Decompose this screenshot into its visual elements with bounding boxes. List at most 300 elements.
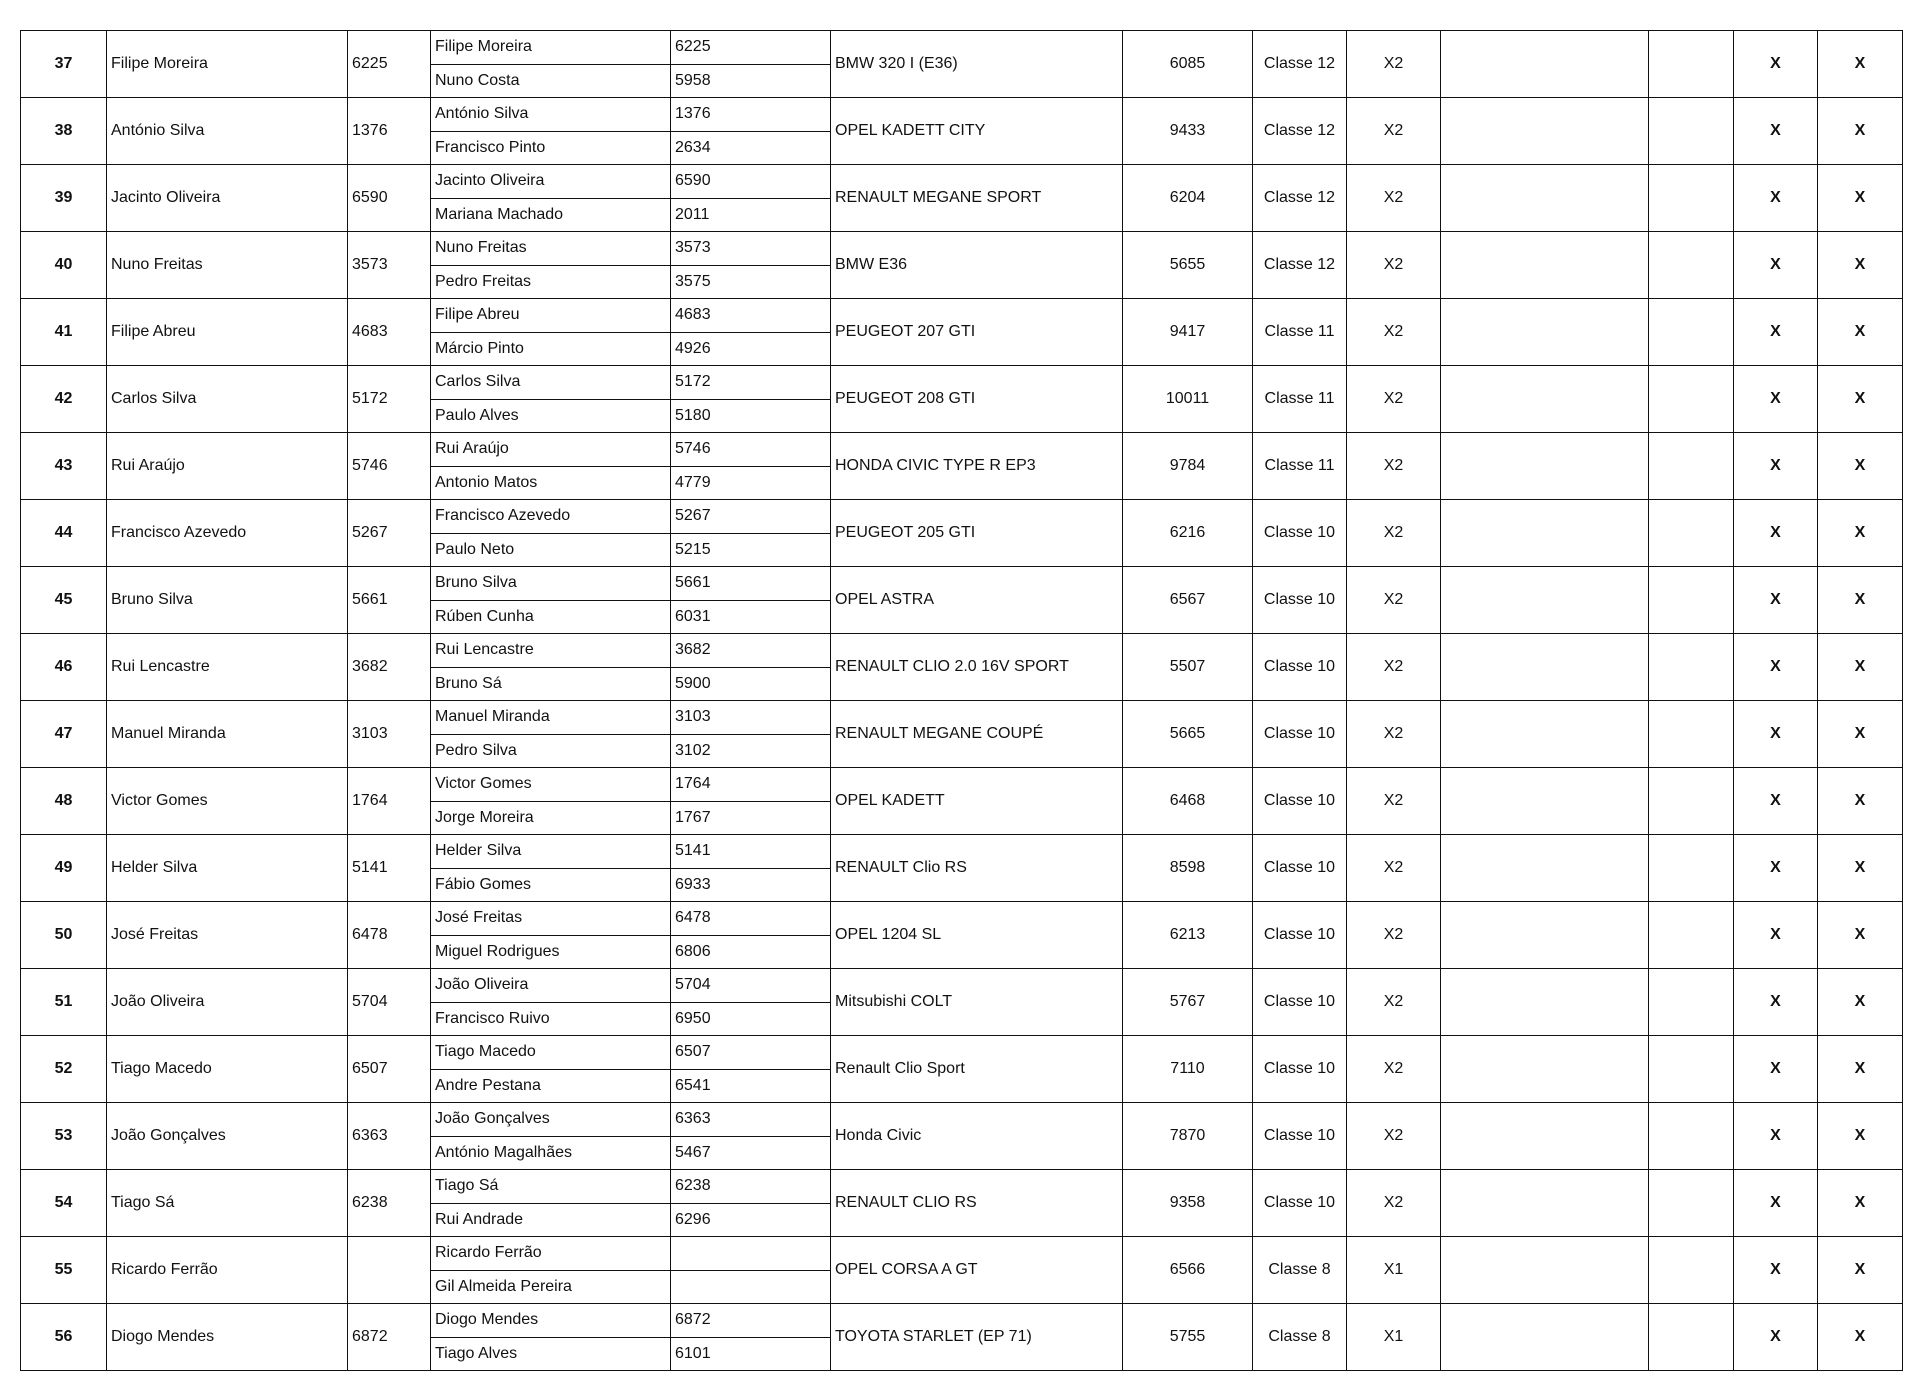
table-row xyxy=(21,835,1903,869)
car-class: Classe 12 xyxy=(1253,31,1347,98)
entry-number: 56 xyxy=(21,1304,107,1371)
entrant-license: 6478 xyxy=(348,902,431,969)
co-driver-license: 5958 xyxy=(671,64,831,98)
empty-cell xyxy=(1441,366,1649,433)
car-model: OPEL 1204 SL xyxy=(831,902,1123,969)
driver-name: Bruno Silva xyxy=(431,567,671,601)
entrant-license: 5172 xyxy=(348,366,431,433)
co-driver-license: 6950 xyxy=(671,1002,831,1036)
co-driver-name: Paulo Neto xyxy=(431,533,671,567)
empty-cell xyxy=(1441,969,1649,1036)
check-mark-1: X xyxy=(1734,31,1818,98)
driver-name: Tiago Macedo xyxy=(431,1036,671,1070)
driver-license: 5661 xyxy=(671,567,831,601)
check-mark-1: X xyxy=(1734,433,1818,500)
co-driver-license: 4926 xyxy=(671,332,831,366)
check-mark-1: X xyxy=(1734,1103,1818,1170)
driver-license xyxy=(671,1237,831,1271)
car-model: RENAULT MEGANE COUPÉ xyxy=(831,701,1123,768)
driver-name: Manuel Miranda xyxy=(431,701,671,735)
empty-cell xyxy=(1441,1036,1649,1103)
table-row xyxy=(21,1237,1903,1271)
car-model: Honda Civic xyxy=(831,1103,1123,1170)
driver-license: 1764 xyxy=(671,768,831,802)
car-class: Classe 8 xyxy=(1253,1304,1347,1371)
entrant-name: Bruno Silva xyxy=(107,567,348,634)
empty-cell xyxy=(1649,634,1734,701)
car-model: OPEL ASTRA xyxy=(831,567,1123,634)
entrant-license: 3103 xyxy=(348,701,431,768)
entry-number: 55 xyxy=(21,1237,107,1304)
empty-cell xyxy=(1649,567,1734,634)
entry-number: 48 xyxy=(21,768,107,835)
check-mark-1: X xyxy=(1734,701,1818,768)
driver-license: 4683 xyxy=(671,299,831,333)
entrant-license: 6363 xyxy=(348,1103,431,1170)
entry-number: 41 xyxy=(21,299,107,366)
car-value: 8598 xyxy=(1123,835,1253,902)
car-class: Classe 10 xyxy=(1253,567,1347,634)
check-mark-2: X xyxy=(1818,701,1903,768)
driver-license: 6872 xyxy=(671,1304,831,1338)
entrant-license: 6872 xyxy=(348,1304,431,1371)
driver-name: Tiago Sá xyxy=(431,1170,671,1204)
empty-cell xyxy=(1441,98,1649,165)
table-row xyxy=(21,500,1903,534)
car-value: 5655 xyxy=(1123,232,1253,299)
car-model: BMW E36 xyxy=(831,232,1123,299)
co-driver-name: Francisco Pinto xyxy=(431,131,671,165)
empty-cell xyxy=(1649,1103,1734,1170)
check-mark-1: X xyxy=(1734,98,1818,165)
empty-cell xyxy=(1441,165,1649,232)
check-mark-1: X xyxy=(1734,299,1818,366)
car-group: X2 xyxy=(1347,31,1441,98)
empty-cell xyxy=(1441,1103,1649,1170)
empty-cell xyxy=(1441,1237,1649,1304)
car-value: 5767 xyxy=(1123,969,1253,1036)
car-class: Classe 12 xyxy=(1253,98,1347,165)
car-class: Classe 10 xyxy=(1253,902,1347,969)
entrant-name: João Gonçalves xyxy=(107,1103,348,1170)
table-row xyxy=(21,366,1903,400)
co-driver-name: António Magalhães xyxy=(431,1136,671,1170)
car-class: Classe 12 xyxy=(1253,165,1347,232)
empty-cell xyxy=(1649,500,1734,567)
car-model: TOYOTA STARLET (EP 71) xyxy=(831,1304,1123,1371)
co-driver-name: Paulo Alves xyxy=(431,399,671,433)
empty-cell xyxy=(1649,232,1734,299)
car-class: Classe 10 xyxy=(1253,1036,1347,1103)
entry-number: 49 xyxy=(21,835,107,902)
check-mark-2: X xyxy=(1818,969,1903,1036)
empty-cell xyxy=(1649,835,1734,902)
car-group: X1 xyxy=(1347,1237,1441,1304)
car-value: 9433 xyxy=(1123,98,1253,165)
car-class: Classe 10 xyxy=(1253,634,1347,701)
empty-cell xyxy=(1441,835,1649,902)
table-row xyxy=(21,969,1903,1003)
car-value: 6567 xyxy=(1123,567,1253,634)
car-group: X2 xyxy=(1347,768,1441,835)
entrant-name: Diogo Mendes xyxy=(107,1304,348,1371)
empty-cell xyxy=(1649,299,1734,366)
check-mark-1: X xyxy=(1734,902,1818,969)
empty-cell xyxy=(1441,567,1649,634)
co-driver-license: 2011 xyxy=(671,198,831,232)
co-driver-name: Antonio Matos xyxy=(431,466,671,500)
driver-license: 6363 xyxy=(671,1103,831,1137)
entry-number: 54 xyxy=(21,1170,107,1237)
car-group: X2 xyxy=(1347,1103,1441,1170)
driver-license: 3103 xyxy=(671,701,831,735)
empty-cell xyxy=(1649,1237,1734,1304)
empty-cell xyxy=(1441,1304,1649,1371)
co-driver-license: 1767 xyxy=(671,801,831,835)
check-mark-2: X xyxy=(1818,366,1903,433)
check-mark-1: X xyxy=(1734,366,1818,433)
driver-name: Carlos Silva xyxy=(431,366,671,400)
co-driver-name: Pedro Freitas xyxy=(431,265,671,299)
co-driver-license: 6101 xyxy=(671,1337,831,1371)
empty-cell xyxy=(1441,634,1649,701)
entrant-name: Rui Araújo xyxy=(107,433,348,500)
check-mark-1: X xyxy=(1734,768,1818,835)
empty-cell xyxy=(1441,500,1649,567)
car-class: Classe 10 xyxy=(1253,768,1347,835)
car-model: RENAULT MEGANE SPORT xyxy=(831,165,1123,232)
driver-name: Diogo Mendes xyxy=(431,1304,671,1338)
check-mark-2: X xyxy=(1818,1103,1903,1170)
empty-cell xyxy=(1441,299,1649,366)
entry-number: 39 xyxy=(21,165,107,232)
driver-name: Francisco Azevedo xyxy=(431,500,671,534)
car-group: X2 xyxy=(1347,969,1441,1036)
driver-name: Victor Gomes xyxy=(431,768,671,802)
entrant-name: Nuno Freitas xyxy=(107,232,348,299)
entrant-name: Jacinto Oliveira xyxy=(107,165,348,232)
entrant-license: 5267 xyxy=(348,500,431,567)
car-value: 5755 xyxy=(1123,1304,1253,1371)
co-driver-name: Rui Andrade xyxy=(431,1203,671,1237)
entry-number: 47 xyxy=(21,701,107,768)
co-driver-name: Gil Almeida Pereira xyxy=(431,1270,671,1304)
car-class: Classe 10 xyxy=(1253,500,1347,567)
check-mark-2: X xyxy=(1818,433,1903,500)
co-driver-license: 6031 xyxy=(671,600,831,634)
co-driver-name: Rúben Cunha xyxy=(431,600,671,634)
entry-number: 44 xyxy=(21,500,107,567)
check-mark-1: X xyxy=(1734,835,1818,902)
co-driver-license: 5215 xyxy=(671,533,831,567)
co-driver-license: 3102 xyxy=(671,734,831,768)
empty-cell xyxy=(1649,902,1734,969)
check-mark-2: X xyxy=(1818,232,1903,299)
driver-name: Nuno Freitas xyxy=(431,232,671,266)
empty-cell xyxy=(1649,1170,1734,1237)
car-class: Classe 10 xyxy=(1253,835,1347,902)
co-driver-license: 6933 xyxy=(671,868,831,902)
check-mark-2: X xyxy=(1818,1237,1903,1304)
entry-number: 51 xyxy=(21,969,107,1036)
car-model: RENAULT CLIO RS xyxy=(831,1170,1123,1237)
entry-number: 46 xyxy=(21,634,107,701)
co-driver-name: Fábio Gomes xyxy=(431,868,671,902)
check-mark-2: X xyxy=(1818,567,1903,634)
car-group: X2 xyxy=(1347,165,1441,232)
table-row xyxy=(21,567,1903,601)
entrant-name: Francisco Azevedo xyxy=(107,500,348,567)
entrant-name: Ricardo Ferrão xyxy=(107,1237,348,1304)
co-driver-license: 5900 xyxy=(671,667,831,701)
driver-license: 6590 xyxy=(671,165,831,199)
car-class: Classe 10 xyxy=(1253,701,1347,768)
driver-name: Filipe Abreu xyxy=(431,299,671,333)
co-driver-license: 6296 xyxy=(671,1203,831,1237)
table-row xyxy=(21,902,1903,936)
car-group: X2 xyxy=(1347,567,1441,634)
car-group: X2 xyxy=(1347,1170,1441,1237)
driver-license: 3573 xyxy=(671,232,831,266)
table-row xyxy=(21,232,1903,266)
car-group: X2 xyxy=(1347,634,1441,701)
entrant-license: 3682 xyxy=(348,634,431,701)
check-mark-1: X xyxy=(1734,567,1818,634)
driver-license: 5267 xyxy=(671,500,831,534)
empty-cell xyxy=(1649,366,1734,433)
entrant-name: Helder Silva xyxy=(107,835,348,902)
car-model: BMW 320 I (E36) xyxy=(831,31,1123,98)
driver-name: António Silva xyxy=(431,98,671,132)
car-model: OPEL KADETT xyxy=(831,768,1123,835)
empty-cell xyxy=(1441,31,1649,98)
entrant-name: João Oliveira xyxy=(107,969,348,1036)
empty-cell xyxy=(1649,969,1734,1036)
car-model: PEUGEOT 207 GTI xyxy=(831,299,1123,366)
car-model: PEUGEOT 205 GTI xyxy=(831,500,1123,567)
co-driver-license: 5180 xyxy=(671,399,831,433)
check-mark-2: X xyxy=(1818,500,1903,567)
car-class: Classe 10 xyxy=(1253,1170,1347,1237)
entry-number: 37 xyxy=(21,31,107,98)
car-value: 6085 xyxy=(1123,31,1253,98)
entrant-name: Filipe Abreu xyxy=(107,299,348,366)
entry-list-table xyxy=(20,30,1903,1371)
car-value: 6204 xyxy=(1123,165,1253,232)
empty-cell xyxy=(1441,1170,1649,1237)
co-driver-name: Miguel Rodrigues xyxy=(431,935,671,969)
driver-name: Rui Araújo xyxy=(431,433,671,467)
entrant-name: Tiago Sá xyxy=(107,1170,348,1237)
driver-license: 5746 xyxy=(671,433,831,467)
car-class: Classe 11 xyxy=(1253,299,1347,366)
empty-cell xyxy=(1649,701,1734,768)
entry-number: 52 xyxy=(21,1036,107,1103)
entry-number: 43 xyxy=(21,433,107,500)
driver-name: Helder Silva xyxy=(431,835,671,869)
co-driver-name: Nuno Costa xyxy=(431,64,671,98)
table-row xyxy=(21,768,1903,802)
driver-name: José Freitas xyxy=(431,902,671,936)
car-value: 10011 xyxy=(1123,366,1253,433)
car-model: HONDA CIVIC TYPE R EP3 xyxy=(831,433,1123,500)
check-mark-1: X xyxy=(1734,969,1818,1036)
table-row xyxy=(21,1304,1903,1338)
car-group: X2 xyxy=(1347,701,1441,768)
entrant-name: Rui Lencastre xyxy=(107,634,348,701)
entrant-name: Victor Gomes xyxy=(107,768,348,835)
table-row xyxy=(21,31,1903,65)
table-row xyxy=(21,1036,1903,1070)
car-value: 6213 xyxy=(1123,902,1253,969)
entrant-name: Tiago Macedo xyxy=(107,1036,348,1103)
car-value: 6566 xyxy=(1123,1237,1253,1304)
co-driver-name: Mariana Machado xyxy=(431,198,671,232)
entrant-name: Filipe Moreira xyxy=(107,31,348,98)
table-row xyxy=(21,701,1903,735)
car-value: 9358 xyxy=(1123,1170,1253,1237)
car-value: 6216 xyxy=(1123,500,1253,567)
entry-number: 42 xyxy=(21,366,107,433)
driver-name: Filipe Moreira xyxy=(431,31,671,65)
empty-cell xyxy=(1649,31,1734,98)
entrant-license: 3573 xyxy=(348,232,431,299)
entrant-name: Carlos Silva xyxy=(107,366,348,433)
entrant-license: 5704 xyxy=(348,969,431,1036)
entrant-license: 6225 xyxy=(348,31,431,98)
entrant-license: 4683 xyxy=(348,299,431,366)
entrant-license: 1764 xyxy=(348,768,431,835)
check-mark-1: X xyxy=(1734,232,1818,299)
car-class: Classe 10 xyxy=(1253,969,1347,1036)
co-driver-license: 6806 xyxy=(671,935,831,969)
empty-cell xyxy=(1649,165,1734,232)
check-mark-2: X xyxy=(1818,1170,1903,1237)
entrant-license xyxy=(348,1237,431,1304)
co-driver-name: Tiago Alves xyxy=(431,1337,671,1371)
driver-license: 6238 xyxy=(671,1170,831,1204)
table-body xyxy=(21,31,1903,1371)
entrant-license: 5661 xyxy=(348,567,431,634)
car-value: 7870 xyxy=(1123,1103,1253,1170)
car-group: X2 xyxy=(1347,232,1441,299)
car-model: PEUGEOT 208 GTI xyxy=(831,366,1123,433)
driver-name: Ricardo Ferrão xyxy=(431,1237,671,1271)
entrant-license: 6590 xyxy=(348,165,431,232)
table-row xyxy=(21,1170,1903,1204)
driver-license: 6225 xyxy=(671,31,831,65)
check-mark-1: X xyxy=(1734,1304,1818,1371)
check-mark-2: X xyxy=(1818,31,1903,98)
check-mark-2: X xyxy=(1818,835,1903,902)
entrant-name: António Silva xyxy=(107,98,348,165)
co-driver-license: 5467 xyxy=(671,1136,831,1170)
driver-license: 6507 xyxy=(671,1036,831,1070)
driver-license: 6478 xyxy=(671,902,831,936)
co-driver-name: Andre Pestana xyxy=(431,1069,671,1103)
check-mark-2: X xyxy=(1818,902,1903,969)
check-mark-1: X xyxy=(1734,1237,1818,1304)
entry-number: 45 xyxy=(21,567,107,634)
empty-cell xyxy=(1649,1304,1734,1371)
driver-license: 5704 xyxy=(671,969,831,1003)
driver-name: João Oliveira xyxy=(431,969,671,1003)
co-driver-name: Pedro Silva xyxy=(431,734,671,768)
car-model: RENAULT Clio RS xyxy=(831,835,1123,902)
table-row xyxy=(21,1103,1903,1137)
entry-number: 53 xyxy=(21,1103,107,1170)
car-group: X2 xyxy=(1347,299,1441,366)
car-class: Classe 11 xyxy=(1253,366,1347,433)
car-model: OPEL CORSA A GT xyxy=(831,1237,1123,1304)
car-group: X2 xyxy=(1347,366,1441,433)
car-group: X2 xyxy=(1347,1036,1441,1103)
car-group: X2 xyxy=(1347,433,1441,500)
check-mark-2: X xyxy=(1818,165,1903,232)
car-group: X2 xyxy=(1347,835,1441,902)
table-row xyxy=(21,634,1903,668)
car-model: RENAULT CLIO 2.0 16V SPORT xyxy=(831,634,1123,701)
car-value: 5665 xyxy=(1123,701,1253,768)
entrant-name: Manuel Miranda xyxy=(107,701,348,768)
car-class: Classe 10 xyxy=(1253,1103,1347,1170)
entrant-license: 1376 xyxy=(348,98,431,165)
co-driver-license: 4779 xyxy=(671,466,831,500)
entry-number: 38 xyxy=(21,98,107,165)
driver-name: Jacinto Oliveira xyxy=(431,165,671,199)
check-mark-1: X xyxy=(1734,1170,1818,1237)
entrant-license: 5746 xyxy=(348,433,431,500)
car-class: Classe 8 xyxy=(1253,1237,1347,1304)
entrant-license: 5141 xyxy=(348,835,431,902)
entry-number: 40 xyxy=(21,232,107,299)
entrant-license: 6238 xyxy=(348,1170,431,1237)
empty-cell xyxy=(1441,232,1649,299)
car-group: X2 xyxy=(1347,500,1441,567)
check-mark-2: X xyxy=(1818,1036,1903,1103)
driver-name: Rui Lencastre xyxy=(431,634,671,668)
co-driver-name: Francisco Ruivo xyxy=(431,1002,671,1036)
empty-cell xyxy=(1649,433,1734,500)
car-model: OPEL KADETT CITY xyxy=(831,98,1123,165)
driver-name: João Gonçalves xyxy=(431,1103,671,1137)
driver-license: 5141 xyxy=(671,835,831,869)
driver-license: 3682 xyxy=(671,634,831,668)
check-mark-2: X xyxy=(1818,634,1903,701)
car-value: 7110 xyxy=(1123,1036,1253,1103)
co-driver-license: 3575 xyxy=(671,265,831,299)
co-driver-license: 6541 xyxy=(671,1069,831,1103)
driver-license: 5172 xyxy=(671,366,831,400)
car-model: Mitsubishi COLT xyxy=(831,969,1123,1036)
driver-license: 1376 xyxy=(671,98,831,132)
entry-number: 50 xyxy=(21,902,107,969)
empty-cell xyxy=(1441,768,1649,835)
car-class: Classe 11 xyxy=(1253,433,1347,500)
check-mark-1: X xyxy=(1734,1036,1818,1103)
car-value: 9784 xyxy=(1123,433,1253,500)
empty-cell xyxy=(1441,433,1649,500)
empty-cell xyxy=(1441,701,1649,768)
car-value: 9417 xyxy=(1123,299,1253,366)
car-group: X1 xyxy=(1347,1304,1441,1371)
empty-cell xyxy=(1649,98,1734,165)
table-row xyxy=(21,433,1903,467)
empty-cell xyxy=(1441,902,1649,969)
empty-cell xyxy=(1649,1036,1734,1103)
check-mark-1: X xyxy=(1734,500,1818,567)
car-value: 6468 xyxy=(1123,768,1253,835)
